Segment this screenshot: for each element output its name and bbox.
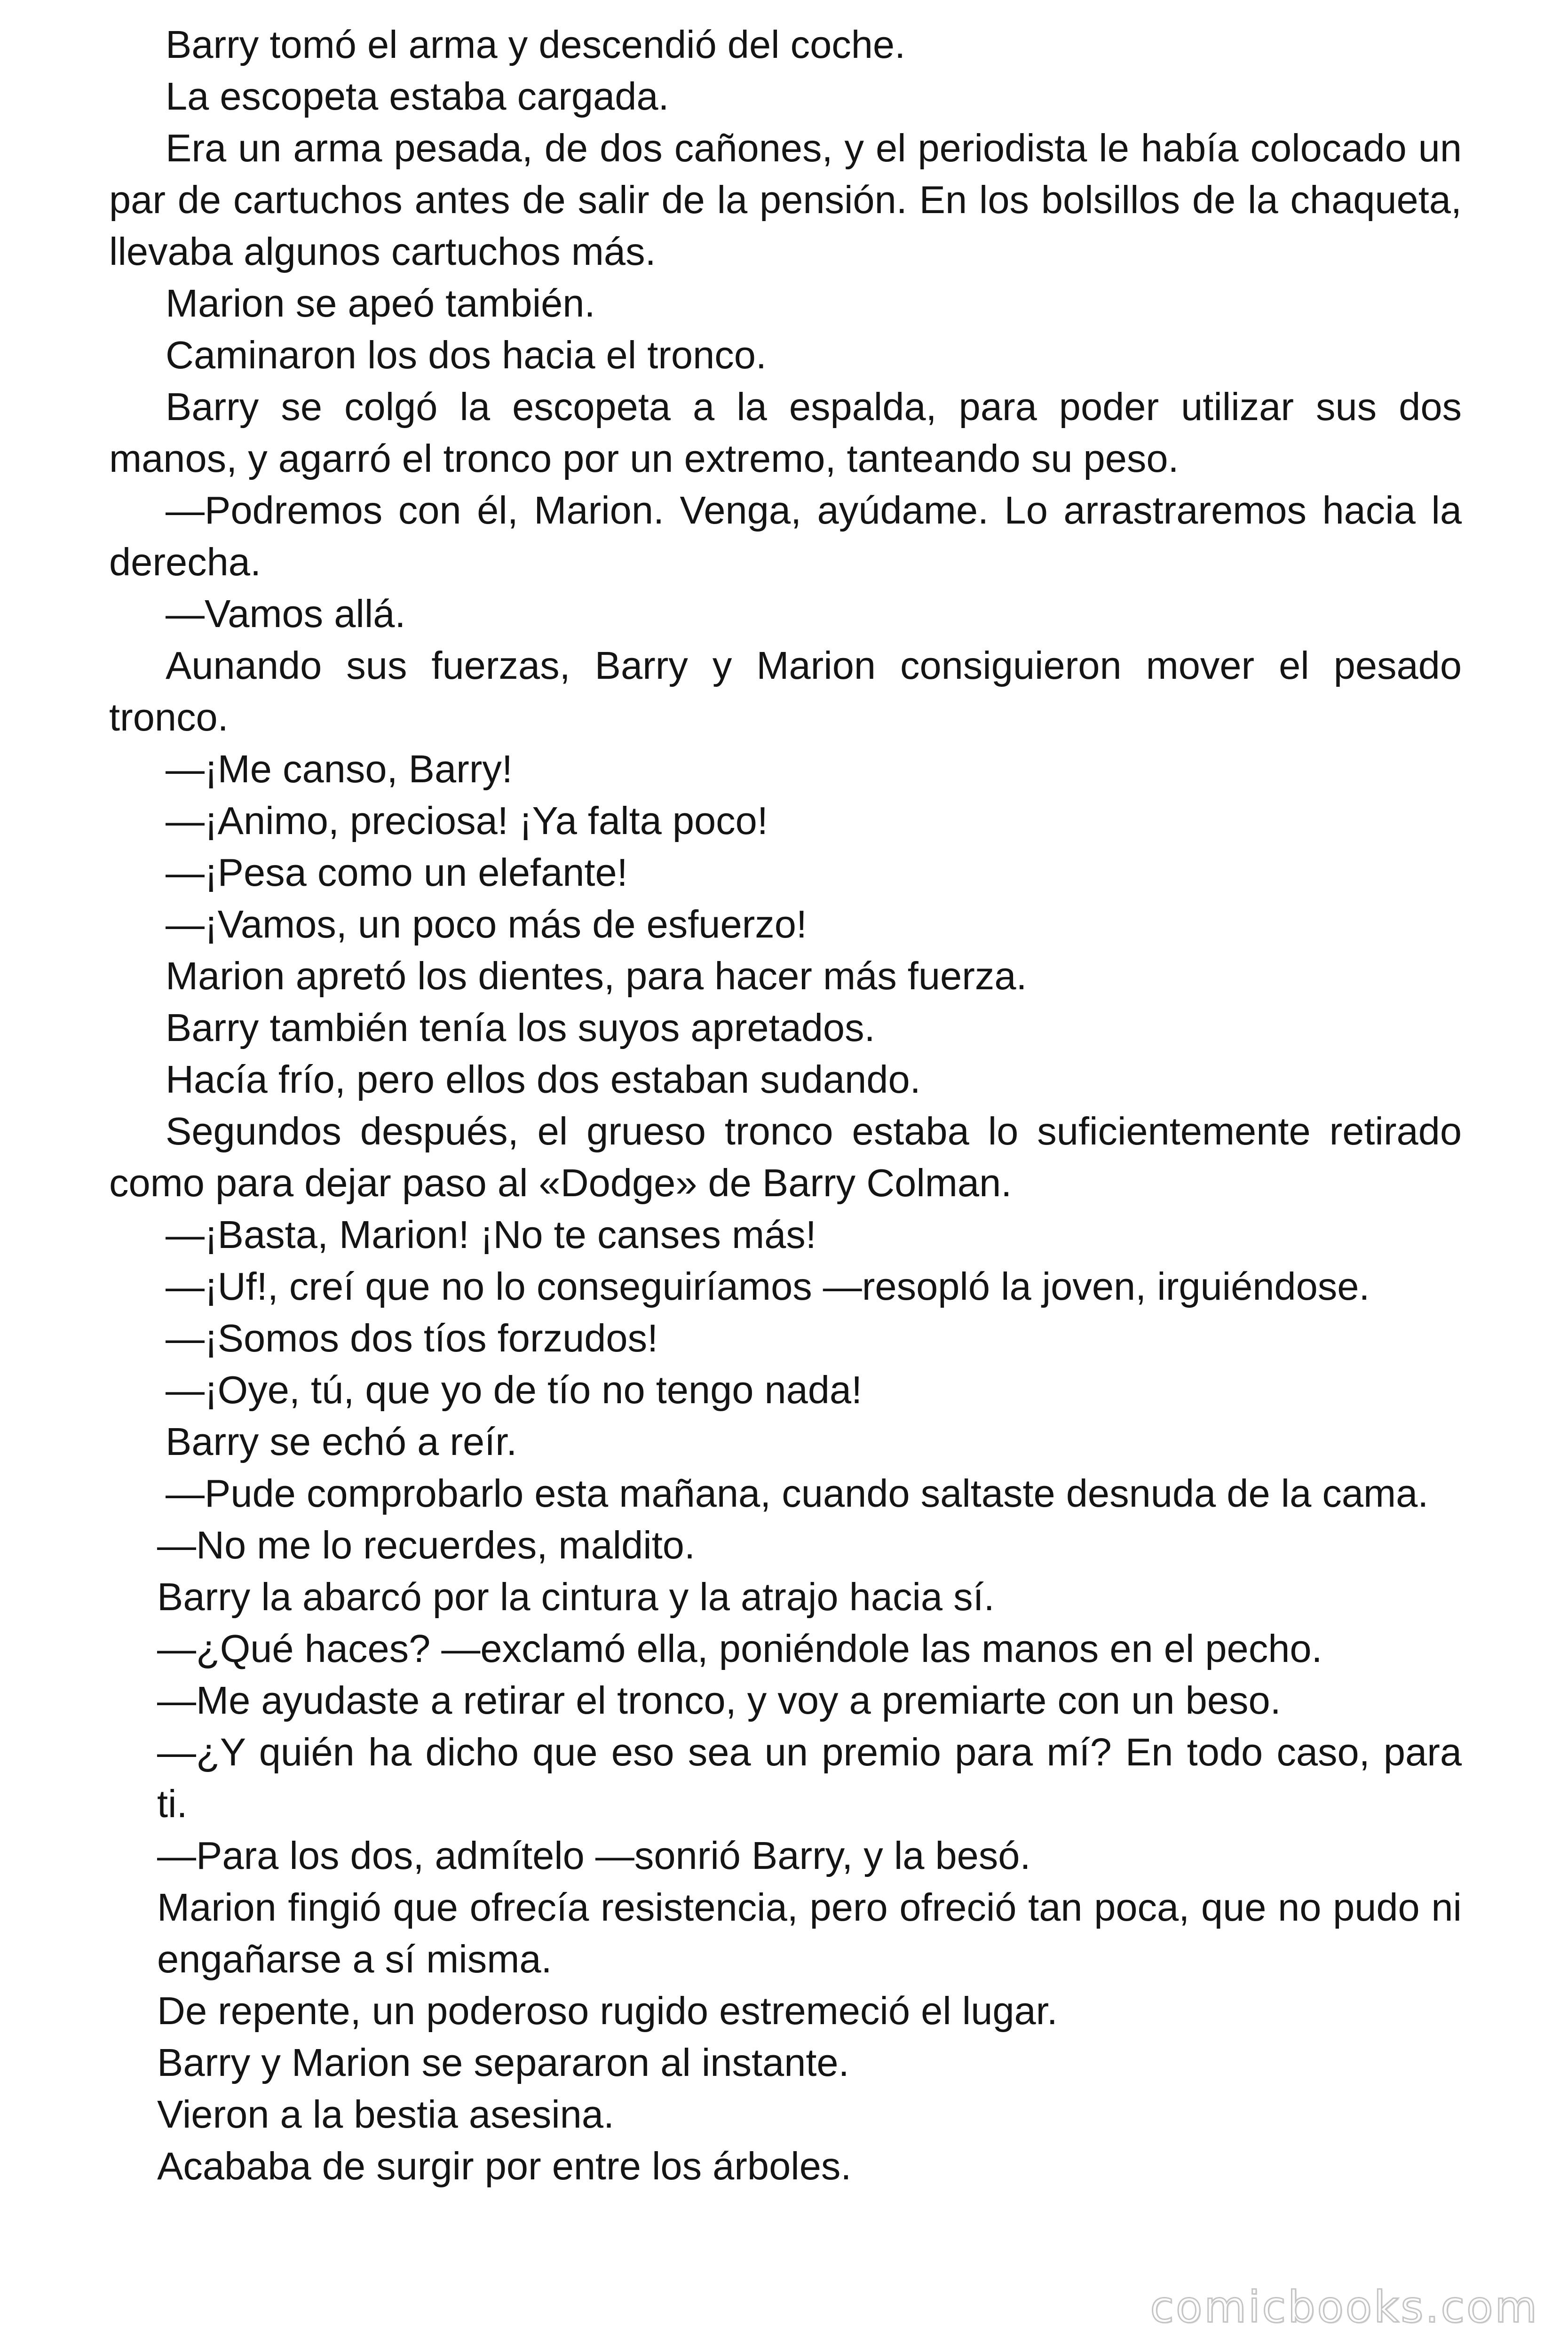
paragraph: —¡Oye, tú, que yo de tío no tengo nada! — [166, 1368, 863, 1412]
paragraph: Barry tomó el arma y descendió del coche. — [166, 23, 906, 66]
paragraph: —¡Uf!, creí que no lo conseguiríamos —resopló la joven, irguiéndose. — [166, 1264, 1370, 1308]
paragraph: Marion se apeó también. — [166, 281, 595, 325]
paragraph: Era un arma pesada, de dos cañones, y el periodista le había colocado un par de cartuchos antes de salir de la pensión. En los bolsillos de la chaqueta, llevaba algunos cartuchos más. — [109, 126, 1462, 273]
paragraph: Barry se echó a reír. — [166, 1420, 517, 1463]
page-text — [109, 19, 1462, 2192]
paragraph: La escopeta estaba cargada. — [166, 74, 669, 118]
paragraph: Barry se colgó la escopeta a la espalda, para poder utilizar sus dos manos, y agarró el tronco por un extremo, tanteando su peso. — [109, 385, 1462, 480]
watermark: comicbooks.com — [1150, 2282, 1539, 2332]
paragraph: Barry la abarcó por la cintura y la atrajo hacia sí. — [157, 1575, 995, 1619]
paragraph: Caminaron los dos hacia el tronco. — [166, 333, 767, 377]
paragraph: Acababa de surgir por entre los árboles. — [157, 2144, 852, 2188]
paragraph: Segundos después, el grueso tronco estaba lo suficientemente retirado como para dejar paso al «Dodge» de Barry Colman. — [109, 1109, 1462, 1205]
paragraph: —¡Basta, Marion! ¡No te canses más! — [166, 1213, 816, 1256]
paragraph: —¡Animo, preciosa! ¡Ya falta poco! — [166, 799, 768, 842]
paragraph: —Podremos con él, Marion. Venga, ayúdame. Lo arrastraremos hacia la derecha. — [109, 488, 1462, 584]
paragraph: —Para los dos, admítelo —sonrió Barry, y la besó. — [157, 1834, 1031, 1877]
paragraph: —Me ayudaste a retirar el tronco, y voy a premiarte con un beso. — [157, 1678, 1281, 1722]
paragraph: Marion fingió que ofrecía resistencia, pero ofreció tan poca, que no pudo ni engañarse a sí misma. — [157, 1885, 1462, 1981]
paragraph: Marion apretó los dientes, para hacer más fuerza. — [166, 954, 1027, 998]
paragraph: Barry y Marion se separaron al instante. — [157, 2041, 849, 2084]
paragraph: De repente, un poderoso rugido estremeció el lugar. — [157, 1989, 1058, 2033]
paragraph: Barry también tenía los suyos apretados. — [166, 1006, 875, 1049]
paragraph: —Pude comprobarlo esta mañana, cuando saltaste desnuda de la cama. — [166, 1471, 1429, 1515]
paragraph: Hacía frío, pero ellos dos estaban sudando. — [166, 1057, 921, 1101]
paragraph: —¡Me canso, Barry! — [166, 747, 513, 791]
paragraph: Vieron a la bestia asesina. — [157, 2092, 615, 2136]
paragraph: —No me lo recuerdes, maldito. — [157, 1523, 696, 1567]
paragraph: —¿Qué haces? —exclamó ella, poniéndole las manos en el pecho. — [157, 1627, 1323, 1670]
paragraph: —¡Pesa como un elefante! — [166, 850, 628, 894]
paragraph: —¡Vamos, un poco más de esfuerzo! — [166, 902, 807, 946]
paragraph: —¡Somos dos tíos forzudos! — [166, 1316, 658, 1360]
paragraph: —Vamos allá. — [166, 592, 406, 636]
paragraph: —¿Y quién ha dicho que eso sea un premio para mí? En todo caso, para ti. — [157, 1730, 1462, 1826]
paragraph: Aunando sus fuerzas, Barry y Marion consiguieron mover el pesado tronco. — [109, 644, 1462, 739]
